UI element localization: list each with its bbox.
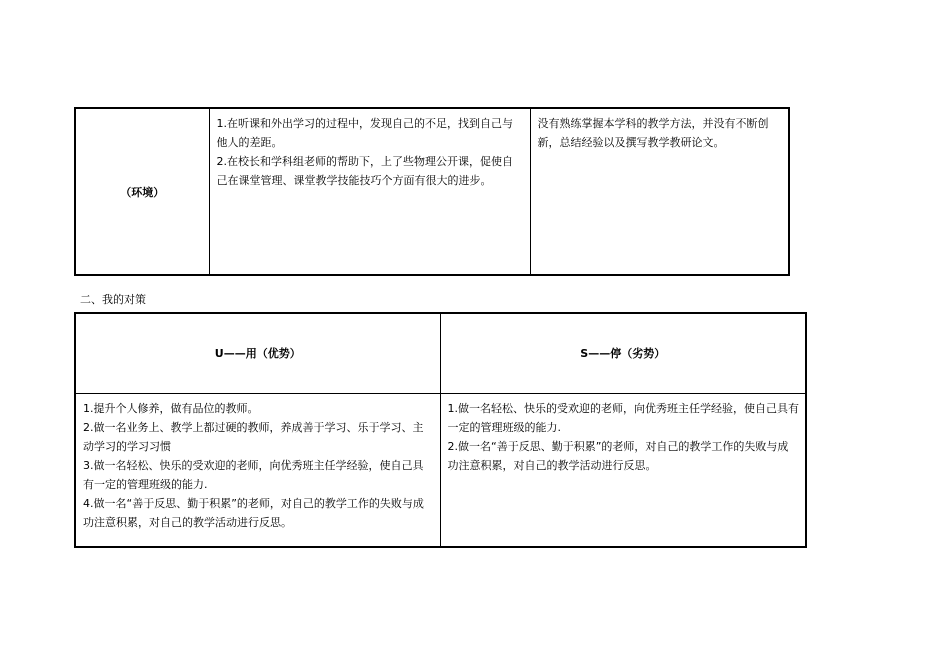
stop-weaknesses-cell	[440, 393, 806, 547]
environment-label: （环境）	[120, 185, 165, 199]
environment-table	[74, 107, 790, 276]
strategy-item: 3.做一名轻松、快乐的受欢迎的老师，向优秀班主任学经验，使自己具有一定的管理班级的能力.	[83, 458, 424, 491]
strategy-table	[74, 312, 807, 548]
strengths-cell	[209, 108, 530, 275]
strength-item: 1.在听课和外出学习的过程中，发现自己的不足，找到自己与他人的差距。	[216, 117, 513, 149]
weaknesses-cell	[530, 108, 789, 275]
strategy-item: 2.做一名“善于反思、勤于积累”的老师，对自己的教学工作的失败与成功注意积累，对自己的教学活动进行反思。	[447, 439, 789, 472]
section-title: 二、我的对策	[80, 293, 146, 306]
use-strengths-cell	[75, 393, 440, 547]
strategy-item: 1.做一名轻松、快乐的受欢迎的老师，向优秀班主任学经验，使自己具有一定的管理班级的能力.	[447, 401, 799, 434]
strategy-item: 1.提升个人修养，做有品位的教师。	[83, 401, 259, 415]
use-strengths-header: U——用（优势）	[75, 313, 440, 393]
stop-weaknesses-header: S——停（劣势）	[440, 313, 806, 393]
strategy-item: 4.做一名“善于反思、勤于积累”的老师，对自己的教学工作的失败与成功注意积累，对自己的教学活动进行反思。	[83, 496, 424, 529]
weakness-item: 没有熟练掌握本学科的教学方法，并没有不断创新，总结经验以及撰写教学教研论文。	[537, 117, 769, 149]
strategy-item: 2.做一名业务上、教学上都过硬的教师，养成善于学习、乐于学习、主动学习的学习习惯	[83, 420, 424, 453]
environment-label-cell	[75, 108, 209, 275]
strength-item: 2.在校长和学科组老师的帮助下，上了些物理公开课，促使自己在课堂管理、课堂教学技能技巧个方面有很大的进步。	[216, 155, 513, 187]
